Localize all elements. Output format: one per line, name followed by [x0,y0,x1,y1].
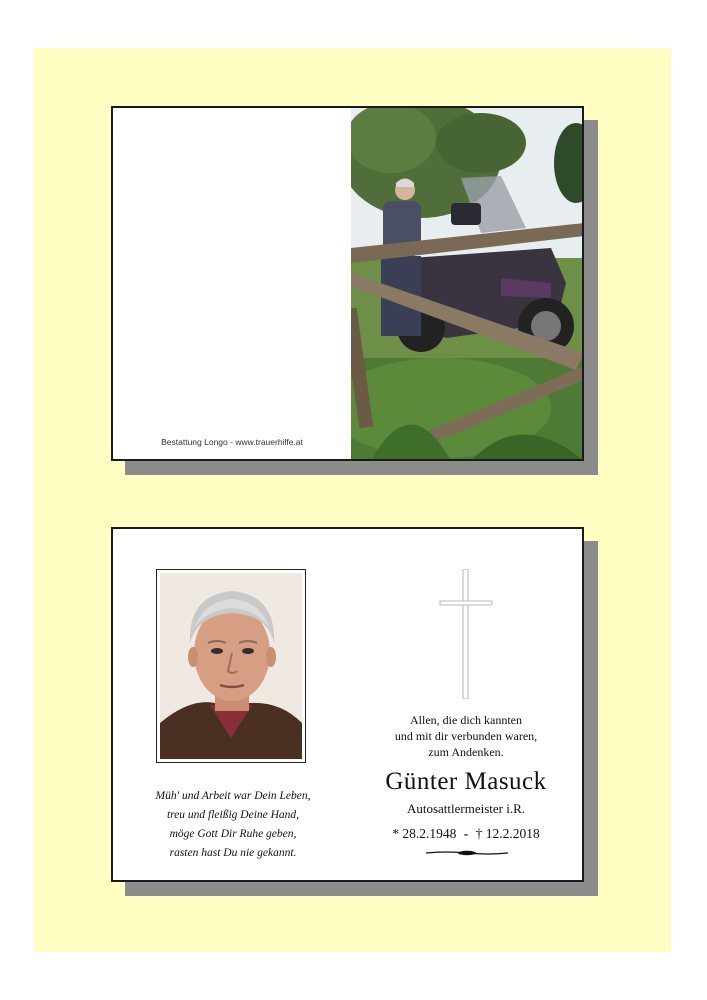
man-on-motorcycle-photo [351,108,584,461]
dedication-line: zum Andenken. [428,745,504,759]
poem-line: möge Gott Dir Ruhe geben, [169,828,297,840]
portrait-photo [156,569,306,763]
poem-line: rasten hast Du nie gekannt. [169,847,297,859]
life-dates [353,826,579,842]
poem-line: Müh' und Arbeit war Dein Leben, [155,790,311,802]
card-front [111,106,584,461]
card-inside [111,527,584,882]
funeral-home-credit: Bestattung Longo - www.trauerhilfe.at [161,437,303,447]
birth-symbol: * [392,826,399,841]
deceased-profession: Autosattlermeister i.R. [406,801,526,816]
dedication-text [353,712,579,760]
deceased-name: Günter Masuck [385,768,547,795]
cross-icon [438,569,494,699]
poem-line: treu und fleißig Deine Hand, [166,809,300,821]
death-symbol: † [475,826,483,841]
ornament-divider-icon [426,849,508,857]
memorial-poem [133,787,333,863]
dedication-line: Allen, die dich kannten [410,713,522,727]
death-date: 12.2.2018 [485,826,540,841]
birth-date: 28.2.1948 [402,826,457,841]
date-separator: - [463,826,469,841]
dedication-line: und mit dir verbunden waren, [394,729,538,743]
